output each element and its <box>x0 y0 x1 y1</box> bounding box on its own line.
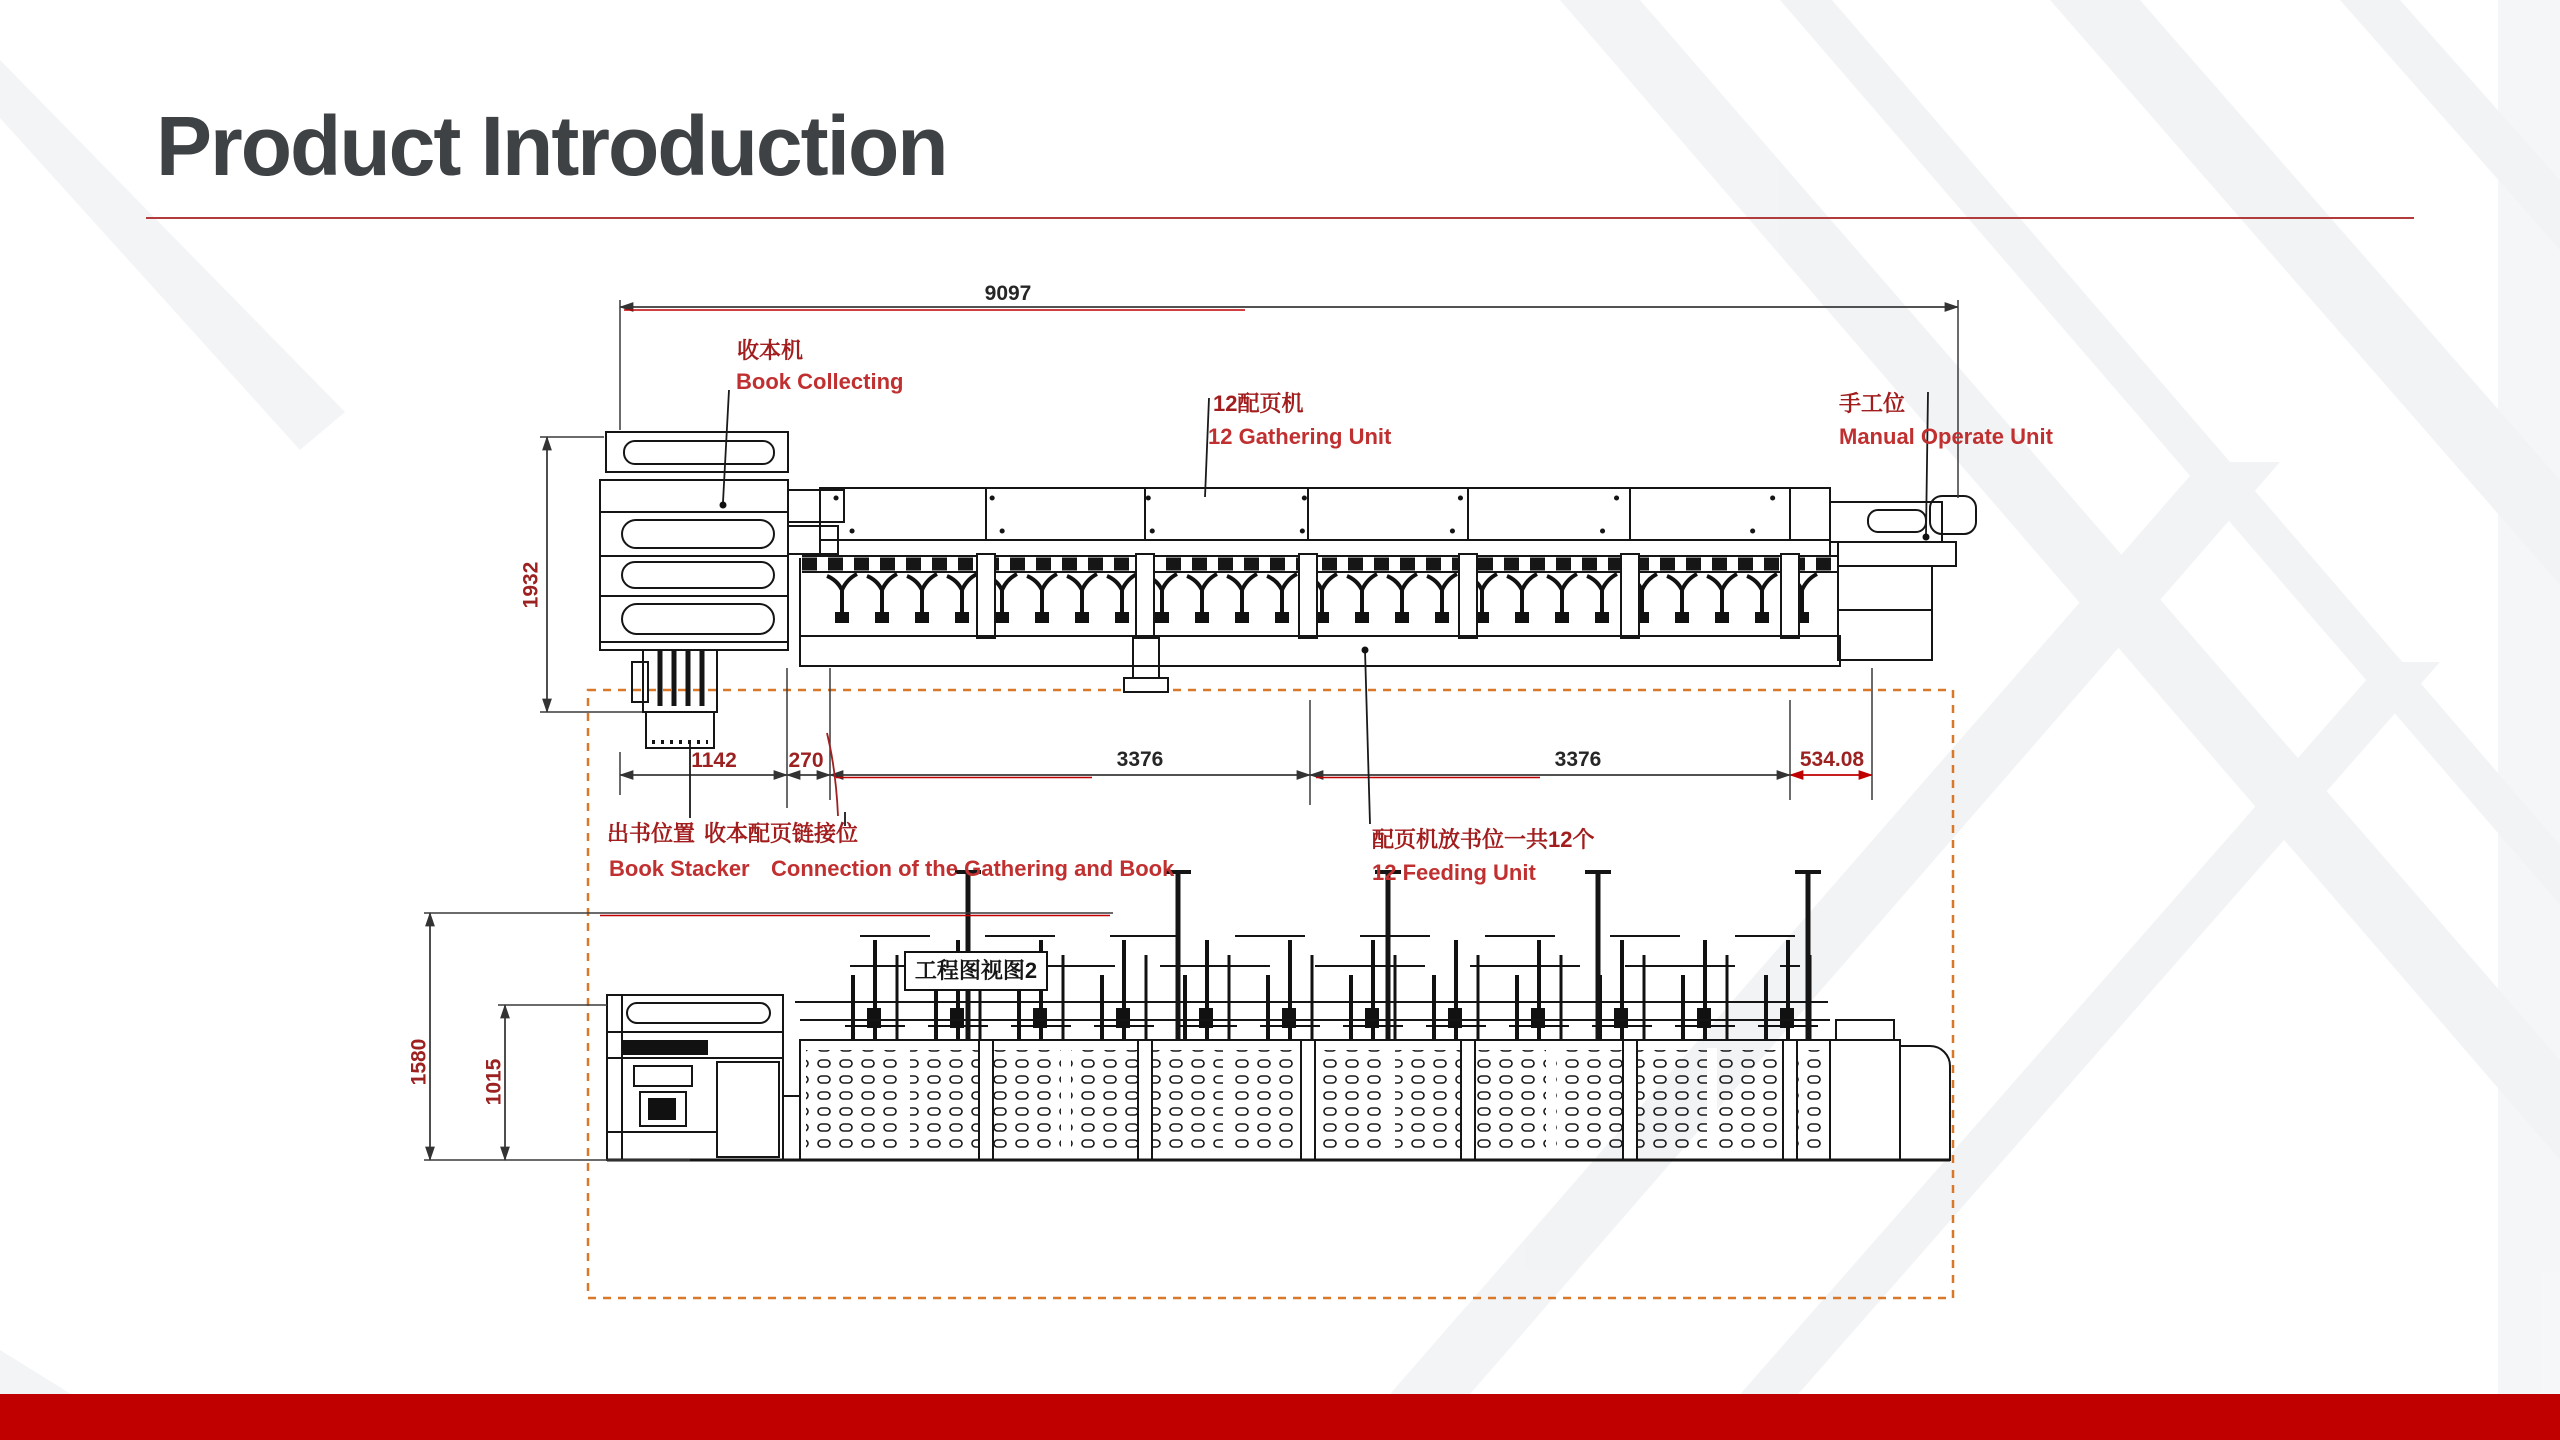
label-connection-zh: 收本配页链接位 <box>704 821 859 846</box>
dim-overall-width: 9097 <box>984 282 1032 305</box>
label-book-stacker-en: Book Stacker <box>609 856 750 881</box>
dim-gathering-b: 3376 <box>1554 748 1602 771</box>
label-manual-unit-en: Manual Operate Unit <box>1839 424 2053 449</box>
label-connection-en: Connection of the Gathering and Book <box>771 856 1175 881</box>
gathering-machine <box>800 488 1840 692</box>
dim-overall-height: 1580 <box>407 1038 431 1086</box>
label-feeding-unit-en: 12 Feeding Unit <box>1372 860 1536 885</box>
dim-gathering-a: 3376 <box>1116 748 1164 771</box>
dim-book-stacker: 1142 <box>691 749 737 772</box>
label-book-stacker-zh: 出书位置 <box>607 821 696 846</box>
page-title: Product Introduction <box>156 99 947 193</box>
label-book-collecting-en: Book Collecting <box>736 369 904 394</box>
label-gathering-unit-zh: 12配页机 <box>1213 391 1304 416</box>
label-manual-unit-zh: 手工位 <box>1839 391 1906 416</box>
label-book-collecting-zh: 收本机 <box>737 338 804 363</box>
manual-operate-unit <box>1830 496 1976 660</box>
label-feeding-unit-zh: 配页机放书位一共12个 <box>1372 827 1595 852</box>
side-book-stacker <box>607 995 800 1160</box>
title-underline <box>146 217 2414 219</box>
book-collecting-machine <box>600 432 788 748</box>
top-view <box>600 432 1976 748</box>
dim-table-height: 1015 <box>482 1058 506 1106</box>
dim-collector-depth: 1932 <box>519 561 543 609</box>
view-label: 工程图视图2 <box>914 958 1038 983</box>
side-machine-body <box>800 1040 1830 1160</box>
side-manual-unit <box>1830 1020 1950 1160</box>
dim-manual-unit: 534.08 <box>1799 748 1865 771</box>
label-gathering-unit-en: 12 Gathering Unit <box>1208 424 1392 449</box>
footer-accent-bar <box>0 1394 2560 1440</box>
dim-connection: 270 <box>788 749 824 772</box>
